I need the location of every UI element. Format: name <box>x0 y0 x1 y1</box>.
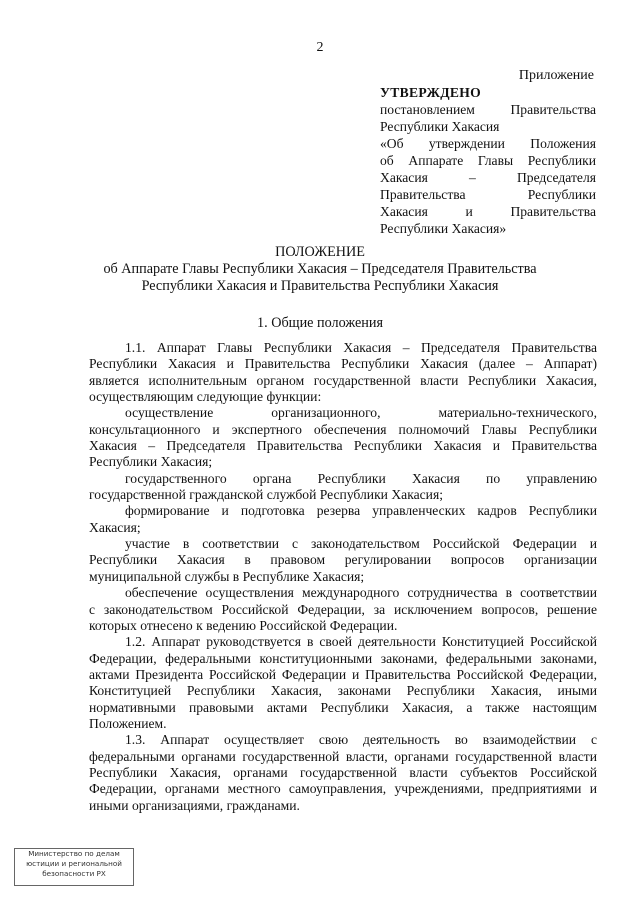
approval-line: «Об утверждении Положения <box>380 136 596 151</box>
body-line: Конституцией Республики Хакасия, законами Республики Хакасия, иными <box>89 683 597 699</box>
approval-heading: УТВЕРЖДЕНО <box>380 85 482 100</box>
body-line: государственного органа Республики Хакасия по управлению <box>125 470 597 486</box>
body-line: 1.1. Аппарат Главы Республики Хакасия – Председателя Правительства <box>125 340 597 355</box>
body-line: Положением. <box>89 715 167 731</box>
page-number: 2 <box>316 40 324 55</box>
body-line: Хакасия – Председателя Правительства Республики Хакасия и Правительства <box>89 438 597 454</box>
body-line: Республики Хакасия в правовом регулировании вопросов организации <box>89 552 597 568</box>
body-line: формирование и подготовка резерва управленческих кадров Республики <box>125 503 597 519</box>
body-line: осуществляющим следующие функции: <box>89 389 322 405</box>
title-line: об Аппарате Главы Республики Хакасия – Председателя Правительства <box>103 261 537 277</box>
body-line: 1.2. Аппарат руководствуется в своей деятельности Конституцией Российской <box>125 634 597 650</box>
body-line: с законодательством Российской Федерации, за исключением вопросов, решение <box>89 601 597 617</box>
body-line: 1.3. Аппарат осуществляет свою деятельность во взаимодействии с <box>125 732 597 748</box>
title-line: ПОЛОЖЕНИЕ <box>275 244 365 260</box>
body-line: Республики Хакасия и Правительства Республики Хакасия (далее – Аппарат) <box>89 356 597 372</box>
approval-line: об Аппарате Главы Республики <box>380 153 596 168</box>
document-body <box>89 340 597 814</box>
body-line: федеральными органами государственной власти, органами государственной власти <box>89 748 597 764</box>
body-line: иными организациями, гражданами. <box>89 797 300 813</box>
section-heading: 1. Общие положения <box>257 315 383 331</box>
body-line: консультационного и экспертного обеспечения полномочий Главы Республики <box>89 421 597 437</box>
body-line: нормативными правовыми актами Республики Хакасия, а также настоящим <box>89 699 597 715</box>
title-line: Республики Хакасия и Правительства Республики Хакасия <box>141 278 499 294</box>
approval-line: Правительства Республики <box>380 187 596 202</box>
approval-line: Хакасия и Правительства <box>380 204 596 219</box>
body-line: обеспечение осуществления международного сотрудничества в соответствии <box>125 585 597 601</box>
approval-line: постановлением Правительства <box>380 102 596 117</box>
approval-line: Республики Хакасия» <box>380 221 507 236</box>
body-line: муниципальной службы в Республике Хакасия; <box>89 568 365 584</box>
document-title <box>0 244 640 295</box>
approval-line: Хакасия – Председателя <box>380 170 596 185</box>
body-line: Республики Хакасия, органами государственной власти субъектов Российской <box>89 764 597 780</box>
body-line: Федерации, органами местного самоуправления, учреждениями, предприятиями и <box>89 781 597 797</box>
body-line: Хакасия; <box>89 519 141 535</box>
ministry-stamp: Министерство по делам юстиции и региональной безопасности РХ <box>14 848 134 886</box>
appendix-label: Приложение <box>518 68 594 83</box>
body-line: актами Президента Российской Федерации и Правительства Российской Федерации, <box>89 666 597 682</box>
body-line: Федерации, федеральными конституционными законами, федеральными законами, <box>89 650 597 666</box>
body-line: осуществление организационного, материально-технического, <box>125 405 597 421</box>
body-line: участие в соответствии с законодательством Российской Федерации и <box>125 536 597 552</box>
approval-line: Республики Хакасия <box>380 119 500 134</box>
body-line: является исполнительным органом государственной власти Республики Хакасия, <box>89 372 597 388</box>
body-line: государственной гражданской службой Республики Хакасия; <box>89 487 443 503</box>
body-line: которых отнесено к ведению Российской Федерации. <box>89 617 398 633</box>
approval-block <box>380 84 596 237</box>
body-line: Республики Хакасия; <box>89 454 213 470</box>
